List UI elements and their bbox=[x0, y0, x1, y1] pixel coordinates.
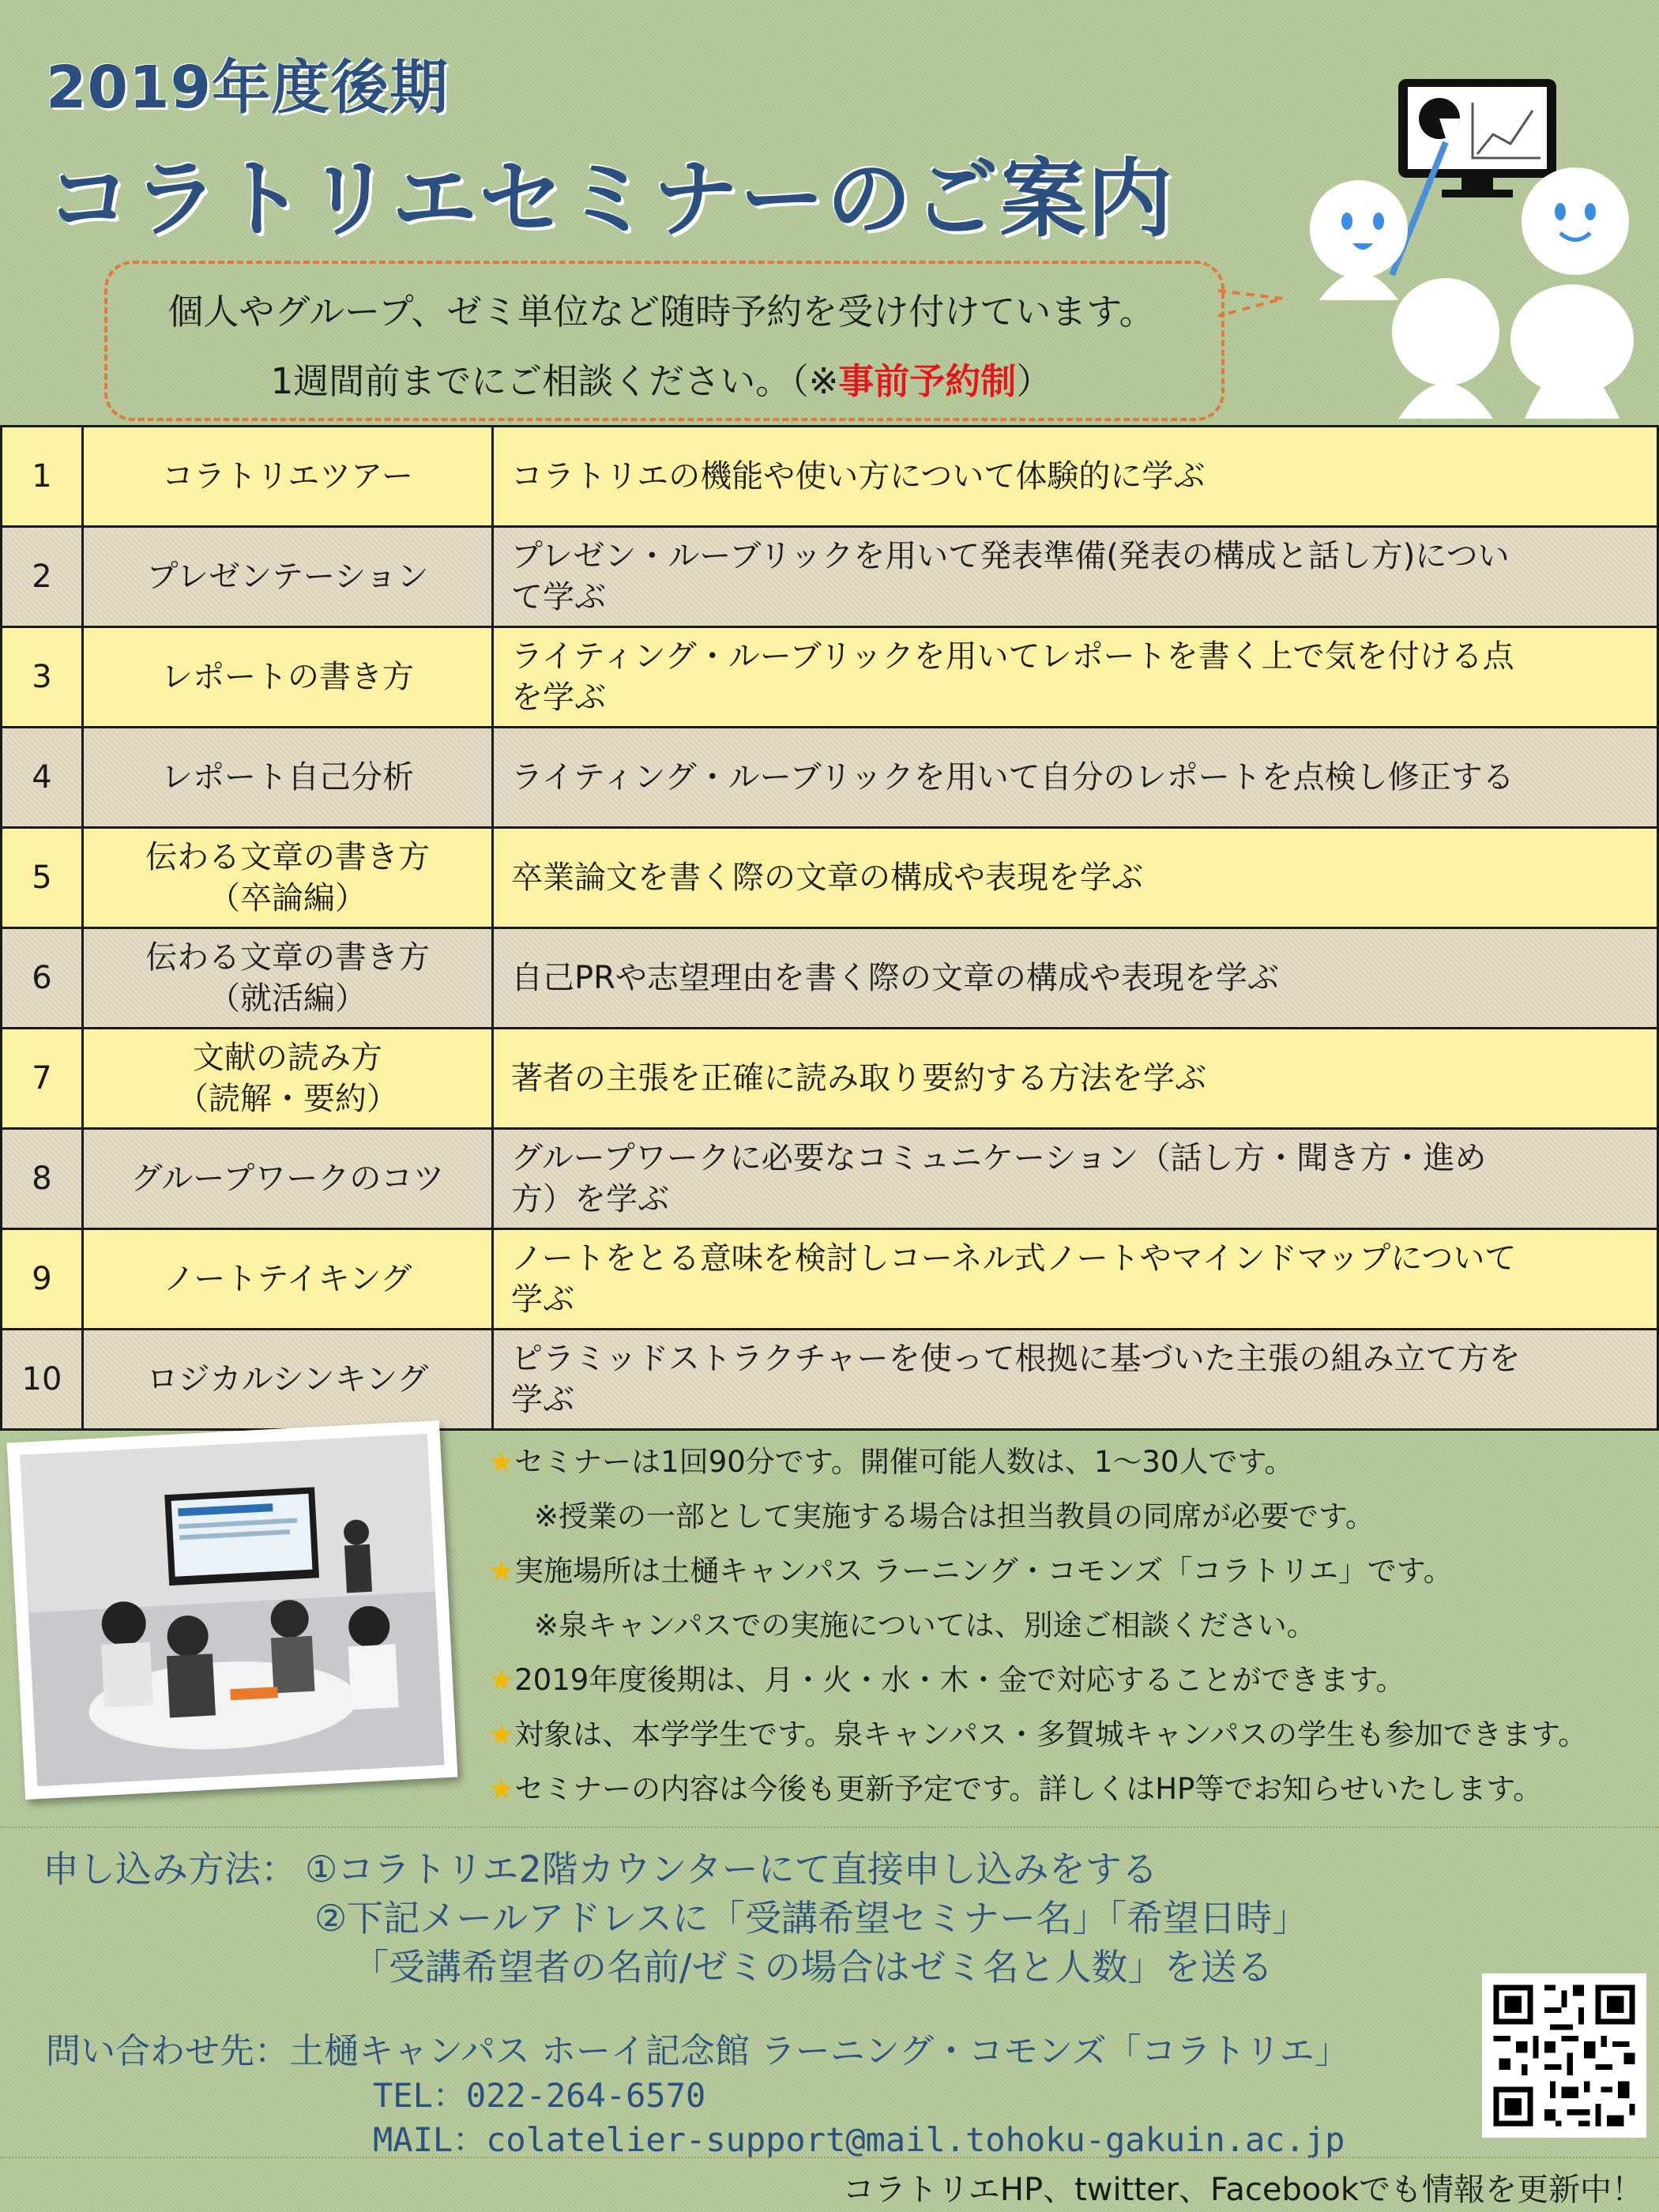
info-line bbox=[534, 1601, 1316, 1644]
table-row bbox=[2, 527, 1658, 627]
classroom-photo-icon bbox=[20, 1434, 444, 1786]
star-icon: ★ bbox=[488, 1717, 515, 1751]
seminar-name-line: プレゼンテーション bbox=[146, 559, 429, 595]
seminar-photo bbox=[7, 1420, 458, 1800]
bubble-tail-icon bbox=[1215, 284, 1286, 324]
star-icon: ★ bbox=[488, 1445, 515, 1479]
seminar-number: 4 bbox=[2, 728, 83, 828]
seminar-name-line: 文献の読み方 bbox=[193, 1040, 382, 1076]
info-text: セミナーの内容は今後も更新予定です。詳しくはHP等でお知らせいたします。 bbox=[514, 1772, 1543, 1806]
seminar-name bbox=[83, 627, 493, 728]
qr-code-icon[interactable] bbox=[1482, 1973, 1646, 2138]
seminar-number: 6 bbox=[2, 928, 83, 1029]
seminar-name-line: （読解・要約） bbox=[177, 1081, 398, 1117]
star-icon: ★ bbox=[488, 1663, 515, 1697]
apply-method-3: 「受講希望者の名前/ゼミの場合はゼミ名と人数」を送る bbox=[352, 1946, 1273, 1988]
seminar-description-line: を学ぶ bbox=[511, 679, 606, 716]
seminar-description-line: 著者の主張を正確に読み取り要約する方法を学ぶ bbox=[511, 1060, 1206, 1097]
info-text: ※泉キャンパスでの実施については、別途ご相談ください。 bbox=[534, 1608, 1316, 1642]
seminar-description bbox=[493, 828, 1658, 928]
divider bbox=[0, 1826, 1659, 1828]
seminar-name bbox=[83, 1029, 493, 1129]
table-row bbox=[2, 1029, 1658, 1129]
table-row bbox=[2, 728, 1658, 828]
seminar-number: 8 bbox=[2, 1129, 83, 1229]
apply-method-1: ①コラトリエ2階カウンターにて直接申し込みをする bbox=[305, 1848, 1158, 1890]
contact-address: 問い合わせ先：土樋キャンパス ホーイ記念館 ラーニング・コモンズ「コラトリエ」 bbox=[46, 2031, 1349, 2071]
footer-divider bbox=[0, 2157, 1659, 2158]
seminar-description-line: て学ぶ bbox=[511, 579, 606, 615]
table-row bbox=[2, 828, 1658, 928]
info-text: 対象は、本学学生です。泉キャンパス・多賀城キャンパスの学生も参加できます。 bbox=[514, 1717, 1588, 1751]
seminar-number: 5 bbox=[2, 828, 83, 928]
seminar-name-line: 伝わる文章の書き方 bbox=[145, 939, 430, 976]
table-row bbox=[2, 1229, 1658, 1330]
seminar-description-line: 卒業論文を書く際の文章の構成や表現を学ぶ bbox=[511, 860, 1143, 896]
bubble-line-2: 1週間前までにご相談ください。（※事前予約制） bbox=[270, 360, 1052, 402]
seminar-description bbox=[493, 728, 1658, 828]
seminar-description bbox=[493, 627, 1658, 728]
seminar-description-line: ノートをとる意味を検討しコーネル式ノートやマインドマップについて bbox=[511, 1240, 1517, 1277]
seminar-name-line: 伝わる文章の書き方 bbox=[145, 839, 430, 875]
table-row bbox=[2, 1330, 1658, 1430]
seminar-name-line: グループワークのコツ bbox=[130, 1161, 445, 1197]
table-row bbox=[2, 928, 1658, 1029]
seminar-name bbox=[83, 1129, 493, 1229]
info-line bbox=[488, 1438, 1294, 1480]
info-line bbox=[534, 1492, 1375, 1535]
info-line bbox=[488, 1547, 1453, 1589]
seminar-name bbox=[83, 527, 493, 627]
seminar-description-line: コラトリエの機能や使い方について体験的に学ぶ bbox=[511, 458, 1206, 495]
seminar-number: 7 bbox=[2, 1029, 83, 1129]
seminar-name-line: （卒論編） bbox=[209, 880, 367, 916]
star-icon: ★ bbox=[488, 1772, 515, 1806]
seminar-description-line: ライティング・ルーブリックを用いて自分のレポートを点検し修正する bbox=[511, 759, 1514, 796]
seminar-name bbox=[83, 928, 493, 1029]
seminar-number: 2 bbox=[2, 527, 83, 627]
seminar-description bbox=[493, 1129, 1658, 1229]
info-line bbox=[488, 1710, 1587, 1753]
seminar-name bbox=[83, 427, 493, 527]
seminar-number: 9 bbox=[2, 1229, 83, 1330]
seminar-description bbox=[493, 1229, 1658, 1330]
seminar-description-line: プレゼン・ルーブリックを用いて発表準備(発表の構成と話し方)につい bbox=[511, 538, 1510, 574]
presentation-illustration-icon bbox=[1304, 71, 1651, 419]
seminar-description bbox=[493, 1029, 1658, 1129]
apply-label: 申し込み方法： bbox=[43, 1848, 297, 1890]
seminar-description-line: 自己PRや志望理由を書く際の文章の構成や表現を学ぶ bbox=[511, 960, 1279, 996]
contact-mail[interactable]: MAIL：colatelier-support@mail.tohoku-gakuin.ac.jp bbox=[373, 2120, 1345, 2159]
info-text: 2019年度後期は、月・火・水・木・金で対応することができます。 bbox=[514, 1663, 1405, 1697]
info-text: ※授業の一部として実施する場合は担当教員の同席が必要です。 bbox=[534, 1499, 1375, 1533]
info-line bbox=[488, 1765, 1542, 1808]
info-text: 実施場所は土樋キャンパス ラーニング・コモンズ「コラトリエ」です。 bbox=[514, 1554, 1453, 1588]
seminar-description-line: 方）を学ぶ bbox=[511, 1181, 669, 1217]
seminar-description-line: ピラミッドストラクチャーを使って根拠に基づいた主張の組み立て方を bbox=[511, 1341, 1521, 1377]
seminar-description bbox=[493, 527, 1658, 627]
seminar-name-line: レポートの書き方 bbox=[161, 659, 414, 695]
footer-note: コラトリエHP、twitter、Facebookでも情報を更新中！ bbox=[842, 2172, 1643, 2208]
seminar-name bbox=[83, 1330, 493, 1430]
seminar-name bbox=[83, 828, 493, 928]
seminar-name-line: （就活編） bbox=[209, 980, 367, 1017]
seminar-name-line: レポート自己分析 bbox=[161, 759, 414, 796]
table-row bbox=[2, 1129, 1658, 1229]
seminar-name-line: コラトリエツアー bbox=[162, 458, 413, 495]
table-row bbox=[2, 427, 1658, 527]
bubble-line-1: 個人やグループ、ゼミ単位など随時予約を受け付けています。 bbox=[167, 291, 1155, 333]
seminar-description bbox=[493, 427, 1658, 527]
seminar-description bbox=[493, 928, 1658, 1029]
seminar-description-line: 学ぶ bbox=[511, 1382, 574, 1418]
apply-method-2: ②下記メールアドレスに「受講希望セミナー名」「希望日時」 bbox=[314, 1897, 1308, 1939]
page-title: コラトリエセミナーのご案内 bbox=[46, 150, 1174, 249]
info-text: セミナーは1回90分です。開催可能人数は、1～30人です。 bbox=[514, 1445, 1294, 1479]
seminar-description-line: グループワークに必要なコミュニケーション（話し方・聞き方・進め bbox=[511, 1140, 1487, 1176]
seminar-number: 1 bbox=[2, 427, 83, 527]
star-icon: ★ bbox=[488, 1554, 515, 1588]
seminar-name-line: ロジカルシンキング bbox=[146, 1361, 429, 1398]
seminar-name bbox=[83, 728, 493, 828]
contact-tel: TEL：022-264-6570 bbox=[373, 2076, 706, 2115]
reservation-required: 事前予約制 bbox=[838, 360, 1017, 402]
seminar-number: 3 bbox=[2, 627, 83, 728]
table-row bbox=[2, 627, 1658, 728]
seminar-table bbox=[0, 425, 1659, 1431]
seminar-description-line: ライティング・ルーブリックを用いてレポートを書く上で気を付ける点 bbox=[511, 638, 1514, 675]
seminar-name-line: ノートテイキング bbox=[163, 1261, 412, 1297]
seminar-description-line: 学ぶ bbox=[511, 1281, 574, 1318]
year-title: 2019年度後期 bbox=[46, 54, 449, 122]
seminar-description bbox=[493, 1330, 1658, 1430]
info-line bbox=[488, 1656, 1405, 1698]
seminar-name bbox=[83, 1229, 493, 1330]
seminar-number: 10 bbox=[2, 1330, 83, 1430]
